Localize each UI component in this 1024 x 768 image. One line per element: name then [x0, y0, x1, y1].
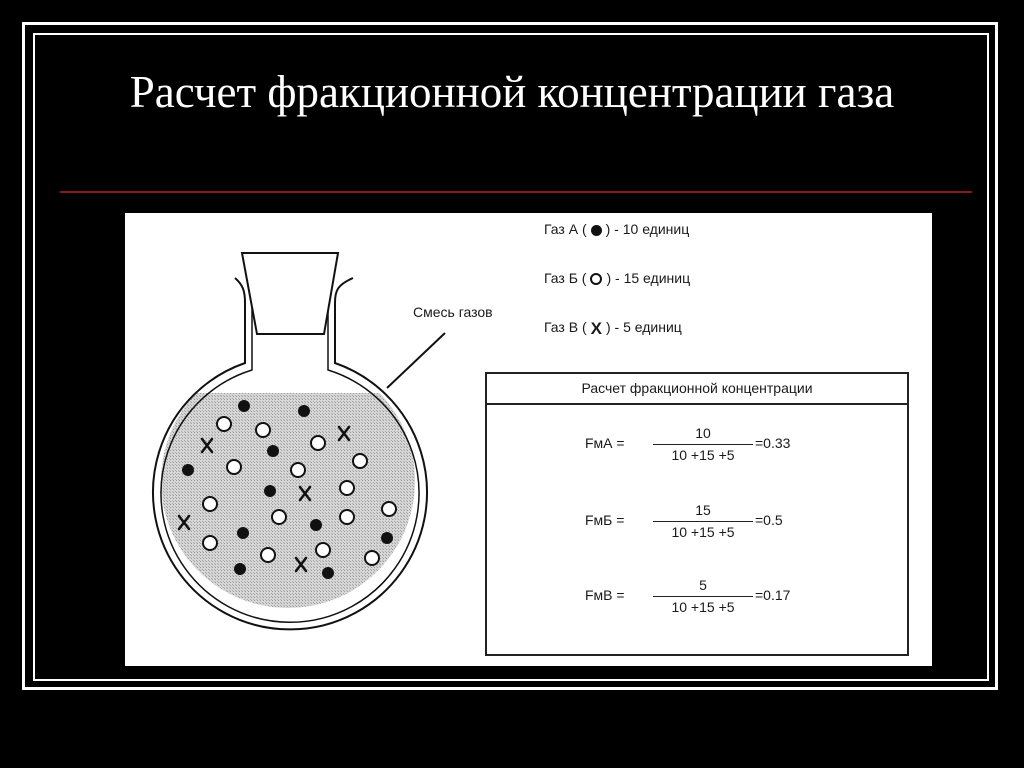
legend-gas-a-suffix: ) - 10 единиц [605, 221, 690, 237]
legend-gas-a [544, 217, 689, 241]
gas-b-particle [311, 436, 325, 450]
formula-lhs: FмВ = [585, 587, 625, 603]
gas-b-particle [203, 536, 217, 550]
legend-gas-c-prefix: Газ В ( [544, 319, 587, 335]
diagram-panel [125, 213, 932, 666]
slide-title: Расчет фракционной концентрации газа [129, 67, 895, 117]
formula-fraction [653, 500, 753, 543]
formula-denominator: 10 +15 +5 [671, 524, 735, 540]
formula-numerator: 5 [653, 575, 753, 597]
formula-numerator: 10 [653, 423, 753, 445]
filled-dot-icon [591, 225, 602, 236]
flask-stopper [242, 253, 338, 334]
formula-fraction [653, 423, 753, 466]
formula-denominator: 10 +15 +5 [671, 599, 735, 615]
gas-b-particle [217, 417, 231, 431]
legend-gas-b-prefix: Газ Б ( [544, 270, 587, 286]
formula-lhs: FмБ = [585, 512, 625, 528]
gas-a-particle [237, 527, 249, 539]
formula-numerator: 15 [653, 500, 753, 522]
formula-result: =0.5 [755, 512, 783, 528]
formula-result: =0.17 [755, 587, 791, 603]
gas-b-particle [340, 510, 354, 524]
gas-a-particle [234, 563, 246, 575]
gas-a-particle [267, 445, 279, 457]
gas-a-particle [298, 405, 310, 417]
gas-b-particle [353, 454, 367, 468]
gas-a-particle [264, 485, 276, 497]
gas-a-particle [182, 464, 194, 476]
formula-fraction [653, 575, 753, 618]
mixture-label: Смесь газов [413, 304, 493, 320]
legend-gas-a-prefix: Газ А ( [544, 221, 587, 237]
gas-a-particle [310, 519, 322, 531]
formula-denominator: 10 +15 +5 [671, 447, 735, 463]
gas-a-particle [381, 532, 393, 544]
gas-b-particle [203, 497, 217, 511]
gas-b-particle [340, 481, 354, 495]
gas-b-particle [227, 460, 241, 474]
legend-gas-b [544, 266, 690, 290]
formula-result: =0.33 [755, 435, 791, 451]
gas-b-particle [382, 502, 396, 516]
mixture-pointer-line [387, 333, 445, 388]
title-divider [60, 191, 972, 193]
calculation-box [485, 372, 909, 656]
gas-b-particle [256, 423, 270, 437]
gas-a-particle [238, 400, 250, 412]
open-circle-icon [590, 273, 602, 285]
gas-b-particle [272, 510, 286, 524]
x-mark-icon: X [590, 318, 602, 338]
gas-b-particle [261, 548, 275, 562]
legend-gas-b-suffix: ) - 15 единиц [606, 270, 691, 286]
legend-gas-c [544, 315, 682, 339]
gas-b-particle [291, 463, 305, 477]
gas-a-particle [322, 567, 334, 579]
gas-b-particle [316, 543, 330, 557]
calculation-header: Расчет фракционной концентрации [487, 374, 907, 405]
legend-gas-c-suffix: ) - 5 единиц [605, 319, 682, 335]
gas-b-particle [365, 551, 379, 565]
formula-lhs: FмА = [585, 435, 625, 451]
